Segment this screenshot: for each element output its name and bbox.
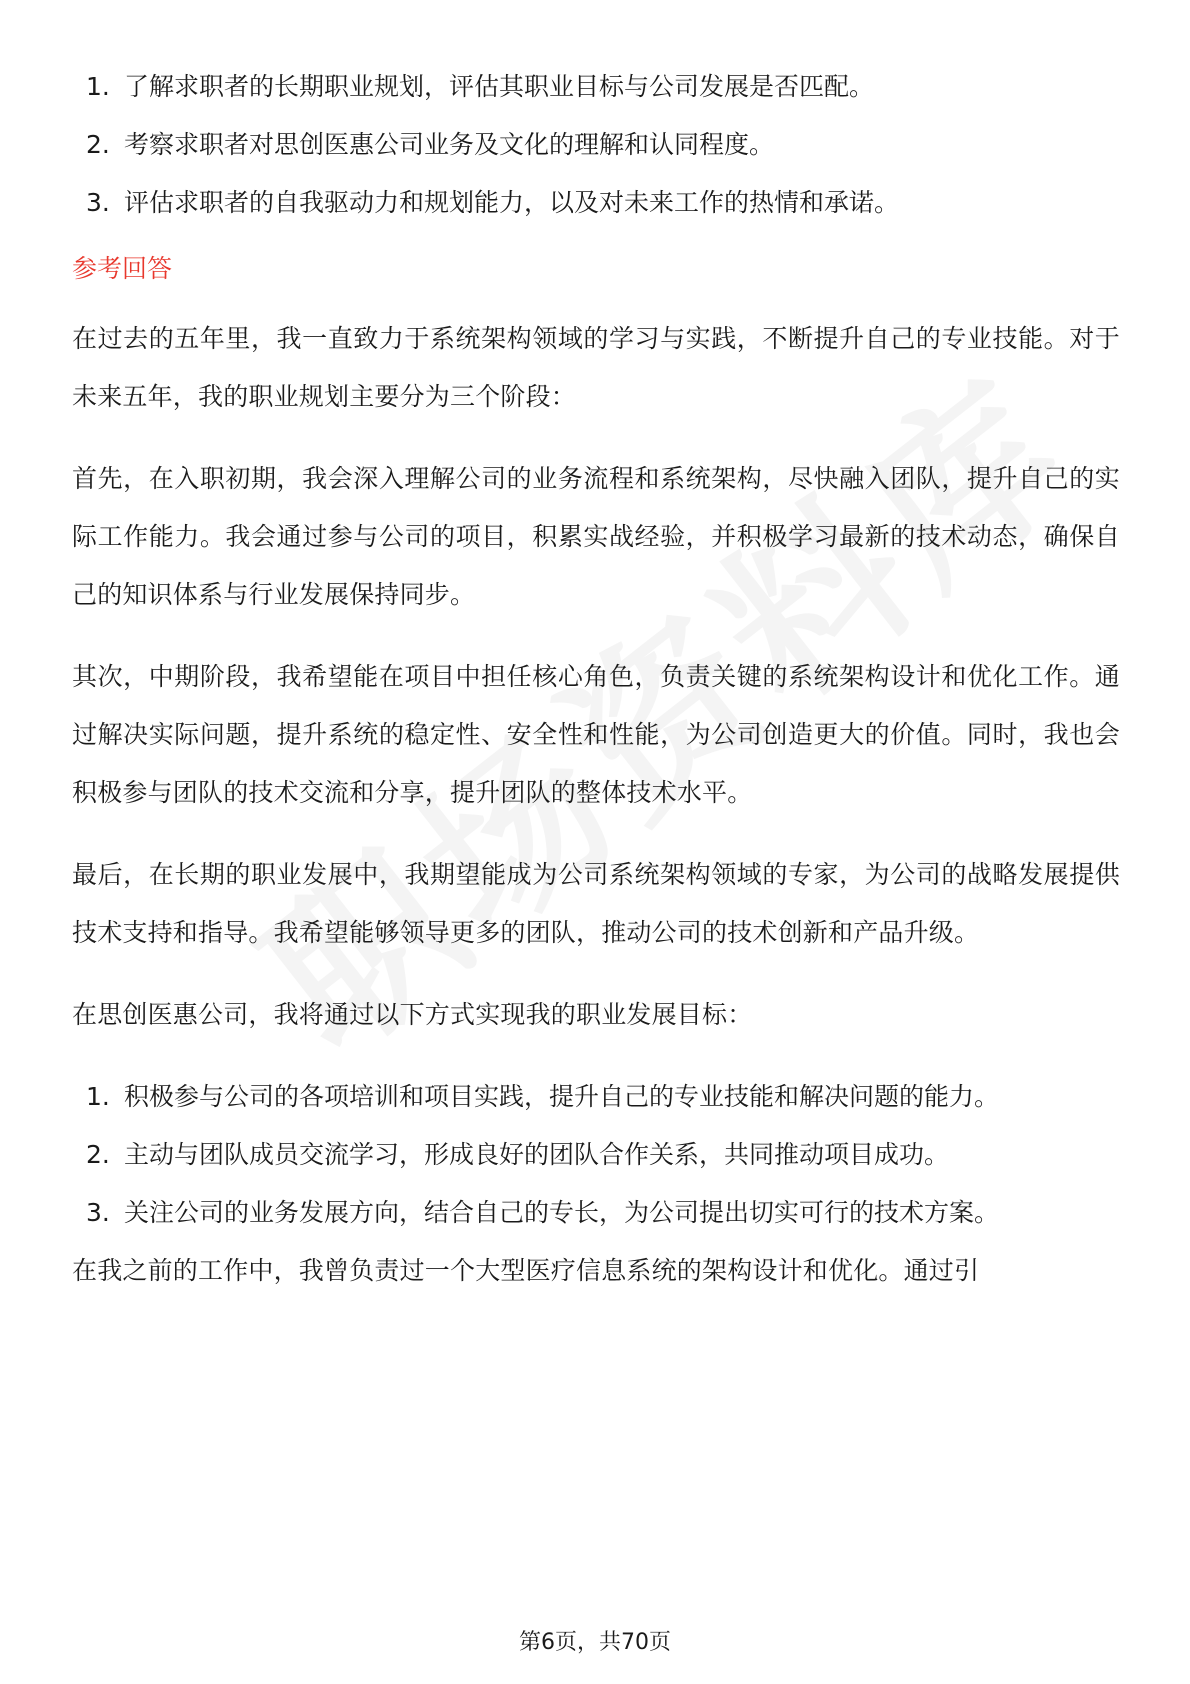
list-number: 1. [86,1082,110,1111]
list-item [72,116,1120,174]
list-item-text: 考察求职者对思创医惠公司业务及文化的理解和认同程度。 [124,130,775,159]
paragraph: 在思创医惠公司，我将通过以下方式实现我的职业发展目标： [72,1000,753,1029]
list-item-text: 关注公司的业务发展方向，结合自己的专长，为公司提出切实可行的技术方案。 [124,1198,1000,1227]
list-item [72,58,1120,116]
purpose-list [72,58,1120,232]
paragraph: 在我之前的工作中，我曾负责过一个大型医疗信息系统的架构设计和优化。通过引 [72,1256,980,1285]
paragraph: 其次，中期阶段，我希望能在项目中担任核心角色，负责关键的系统架构设计和优化工作。通过解决实际问题，提升系统的稳定性、安全性和性能，为公司创造更大的价值。同时，我也会积极参与团队的技术交流和分享，提升团队的整体技术水平。 [72,662,1120,807]
list-item [72,1068,1120,1126]
list-item-text: 积极参与公司的各项培训和项目实践，提升自己的专业技能和解决问题的能力。 [124,1082,1000,1111]
list-number: 2. [86,1140,110,1169]
list-number: 2. [86,130,110,159]
section-heading: 参考回答 [72,254,173,283]
list-item-text: 评估求职者的自我驱动力和规划能力，以及对未来工作的热情和承诺。 [124,188,900,217]
list-number: 3. [86,1198,110,1227]
list-item-text: 了解求职者的长期职业规划，评估其职业目标与公司发展是否匹配。 [124,72,875,101]
paragraph: 最后，在长期的职业发展中，我期望能成为公司系统架构领域的专家，为公司的战略发展提供技术支持和指导。我希望能够领导更多的团队，推动公司的技术创新和产品升级。 [72,860,1120,947]
list-item [72,1126,1120,1184]
list-item [72,174,1120,232]
list-number: 1. [86,72,110,101]
paragraph: 在过去的五年里，我一直致力于系统架构领域的学习与实践，不断提升自己的专业技能。对于未来五年，我的职业规划主要分为三个阶段： [72,324,1120,411]
approach-list [72,1068,1120,1242]
list-item-text: 主动与团队成员交流学习，形成良好的团队合作关系，共同推动项目成功。 [124,1140,950,1169]
list-item [72,1184,1120,1242]
paragraph: 首先，在入职初期，我会深入理解公司的业务流程和系统架构，尽快融入团队，提升自己的实际工作能力。我会通过参与公司的项目，积累实战经验，并积极学习最新的技术动态，确保自己的知识体系与行业发展保持同步。 [72,464,1120,609]
list-number: 3. [86,188,110,217]
page-content [72,58,1120,1324]
page-number-footer: 第6页，共70页 [519,1630,671,1655]
